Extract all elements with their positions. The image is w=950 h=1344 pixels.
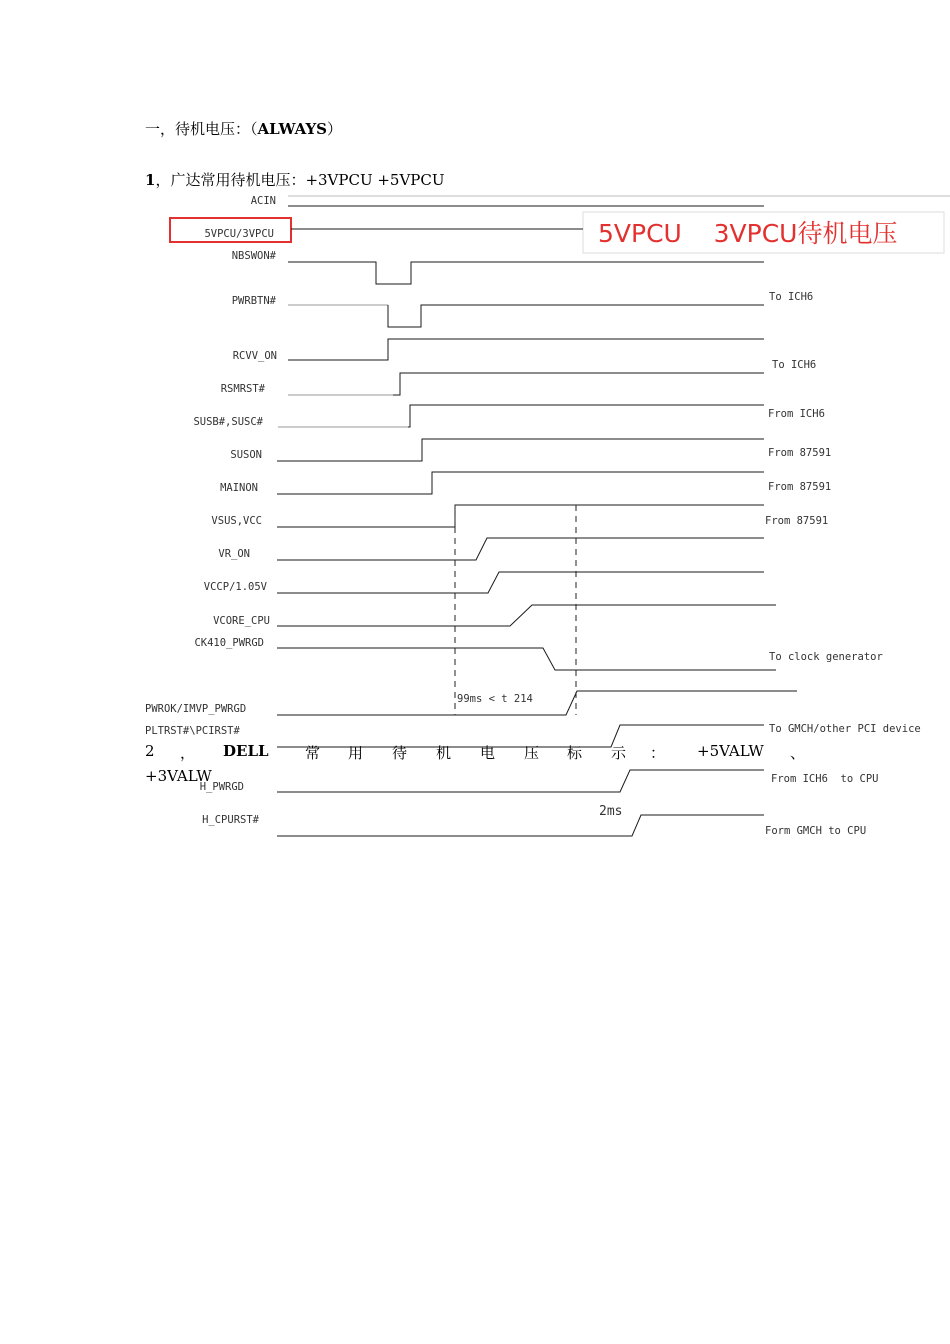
wave-h-pwrgd: [277, 770, 764, 792]
item2-comma: ，: [180, 744, 196, 762]
wave-vccp: [277, 572, 764, 593]
wave-nbswon: [288, 262, 764, 284]
item2-char: 待: [392, 744, 408, 762]
section-heading: 一，待机电压：（ALWAYS）: [145, 120, 343, 138]
signal-label-susb-susc: SUSB#,SUSC#: [193, 416, 263, 428]
note-pltrst: To GMCH/other PCI device: [769, 723, 921, 735]
note-mainon: From 87591: [768, 481, 832, 493]
wave-vr-on: [277, 538, 764, 560]
wave-h-cpurst: [277, 815, 764, 836]
note-pwrbtn: To ICH6: [769, 291, 814, 303]
signal-label-pwrbtn: PWRBTN#: [231, 295, 276, 307]
delay-annotation: 99ms < t 214: [457, 693, 533, 705]
note-susb-susc: From ICH6: [768, 408, 825, 420]
item2-char: 示: [611, 744, 627, 762]
item2-voltage-5valw: +5VALW: [697, 742, 764, 760]
note-h-pwrgd: From ICH6 to CPU: [771, 773, 879, 785]
signal-label-vsus-vcc: VSUS,VCC: [211, 515, 262, 527]
wave-ck410-pwrgd: [277, 648, 776, 670]
signal-label-vccp: VCCP/1.05V: [203, 581, 267, 593]
item1-heading: 1，广达常用待机电压：+3VPCU +5VPCU: [145, 171, 445, 189]
item2-char: 常: [305, 744, 321, 762]
signal-label-nbswon: NBSWON#: [231, 250, 276, 262]
signal-label-rsmrst: RSMRST#: [220, 383, 265, 395]
callout-text: 5VPCU 3VPCU待机电压: [598, 219, 898, 248]
signal-label-vr-on: VR_ON: [218, 548, 250, 560]
wave-pwrbtn: [388, 305, 764, 327]
note-suson: From 87591: [768, 447, 832, 459]
signal-label-pltrst: PLTRST#\PCIRST#: [145, 725, 240, 737]
item2-char: 机: [436, 744, 452, 762]
wave-susb-susc: [408, 405, 764, 427]
item2-char: 用: [348, 744, 364, 762]
item2-colon: ：: [650, 744, 666, 762]
wave-vsus-vcc: [277, 505, 764, 527]
signal-label-acin: ACIN: [250, 195, 276, 207]
item2-dell: DELL: [223, 742, 269, 760]
item2-char: 电: [480, 744, 496, 762]
signal-label-h-cpurst: H_CPURST#: [202, 814, 259, 826]
wave-mainon: [277, 472, 764, 494]
signal-label-rcvv-on: RCVV_ON: [232, 350, 277, 362]
signal-label-suson: SUSON: [230, 449, 262, 461]
item2-number: 2: [145, 742, 155, 760]
note-vsus-vcc: From 87591: [765, 515, 829, 527]
signal-label-ck410-pwrgd: CK410_PWRGD: [194, 637, 264, 649]
wave-suson: [277, 439, 764, 461]
note-ck410: To clock generator: [769, 651, 883, 663]
signal-label-pwrok: PWROK/IMVP_PWRGD: [145, 703, 247, 715]
signal-label-vcore-cpu: VCORE_CPU: [213, 615, 270, 627]
reset-delay-annotation: 2ms: [599, 804, 623, 819]
item2-separator: 、: [790, 744, 806, 762]
wave-vcore-cpu: [277, 605, 776, 626]
note-rcvv-on: To ICH6: [772, 359, 817, 371]
item2-voltage-3valw: +3VALW: [145, 767, 212, 785]
item2-char: 压: [524, 744, 540, 762]
wave-rsmrst: [393, 373, 764, 395]
note-h-cpurst: Form GMCH to CPU: [765, 825, 867, 837]
signal-label-mainon: MAINON: [220, 482, 258, 494]
item2-char: 标: [567, 744, 583, 762]
signal-label-h-pwrgd: H_PWRGD: [199, 781, 244, 793]
wave-pwrok: [277, 691, 797, 715]
signal-label-5vpcu-3vpcu: 5VPCU/3VPCU: [204, 228, 274, 240]
wave-rcvv-on: [288, 339, 764, 360]
